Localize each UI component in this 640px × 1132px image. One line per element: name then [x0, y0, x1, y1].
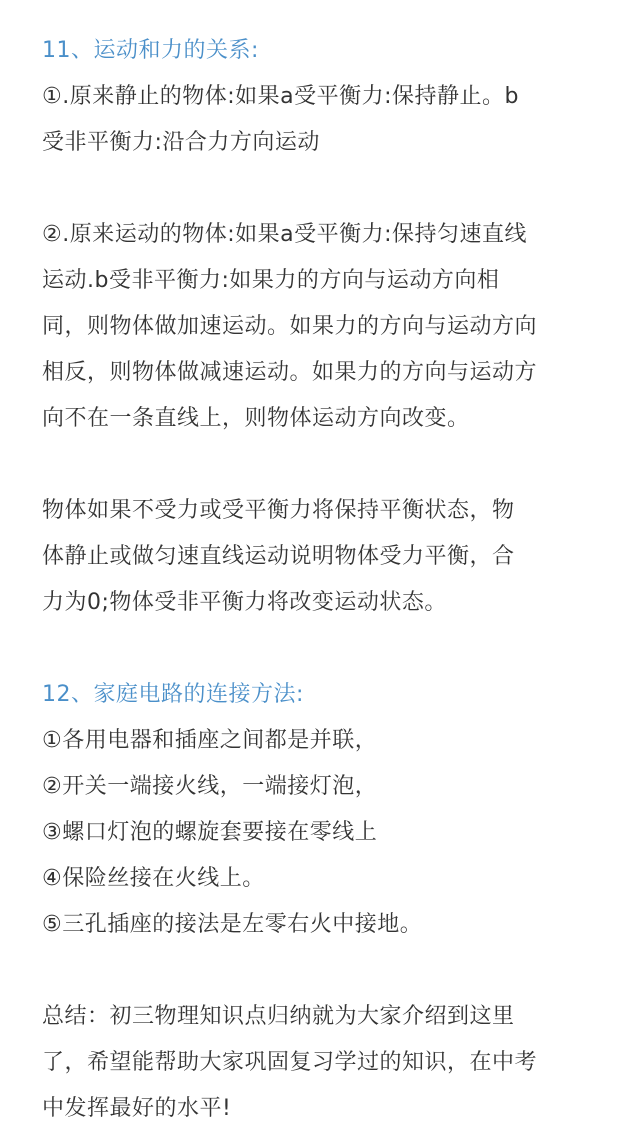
section-12-item-5: ⑤三孔插座的接法是左零右火中接地。 [42, 912, 423, 937]
section-12-item-4: ④保险丝接在火线上。 [42, 866, 265, 891]
section-12-item-3: ③螺口灯泡的螺旋套要接在零线上 [42, 820, 378, 845]
section-11-point-2-line-1: ②.原来运动的物体:如果a受平衡力:保持匀速直线 [42, 222, 528, 247]
section-11-point-1-line-2: 受非平衡力:沿合力方向运动 [42, 130, 320, 155]
paragraph-spacer [42, 626, 600, 672]
summary-line-2: 了，希望能帮助大家巩固复习学过的知识，在中考 [42, 1050, 538, 1075]
section-11-summary-line-1: 物体如果不受力或受平衡力将保持平衡状态，物 [42, 498, 515, 523]
summary-line-3: 中发挥最好的水平! [42, 1096, 232, 1121]
section-12-item-1: ①各用电器和插座之间都是并联， [42, 728, 378, 753]
section-11-summary-line-2: 体静止或做匀速直线运动说明物体受力平衡，合 [42, 544, 515, 569]
section-11-summary-line-3: 力为0;物体受非平衡力将改变运动状态。 [42, 590, 447, 615]
section-11-point-2-line-2: 运动.b受非平衡力:如果力的方向与运动方向相 [42, 268, 500, 293]
paragraph-spacer [42, 948, 600, 994]
section-11-heading: 11、运动和力的关系: [42, 38, 259, 63]
section-12-item-2: ②开关一端接火线，一端接灯泡， [42, 774, 378, 799]
paragraph-spacer [42, 442, 600, 488]
paragraph-spacer [42, 166, 600, 212]
section-11-point-2-line-5: 向不在一条直线上，则物体运动方向改变。 [42, 406, 470, 431]
summary-line-1: 总结：初三物理知识点归纳就为大家介绍到这里 [42, 1004, 515, 1029]
section-11-point-1-line-1: ①.原来静止的物体:如果a受平衡力:保持静止。b [42, 84, 519, 109]
section-11-point-2-line-3: 同，则物体做加速运动。如果力的方向与运动方向 [42, 314, 538, 339]
section-11-point-2-line-4: 相反，则物体做减速运动。如果力的方向与运动方 [42, 360, 538, 385]
section-12-heading: 12、家庭电路的连接方法: [42, 682, 304, 707]
